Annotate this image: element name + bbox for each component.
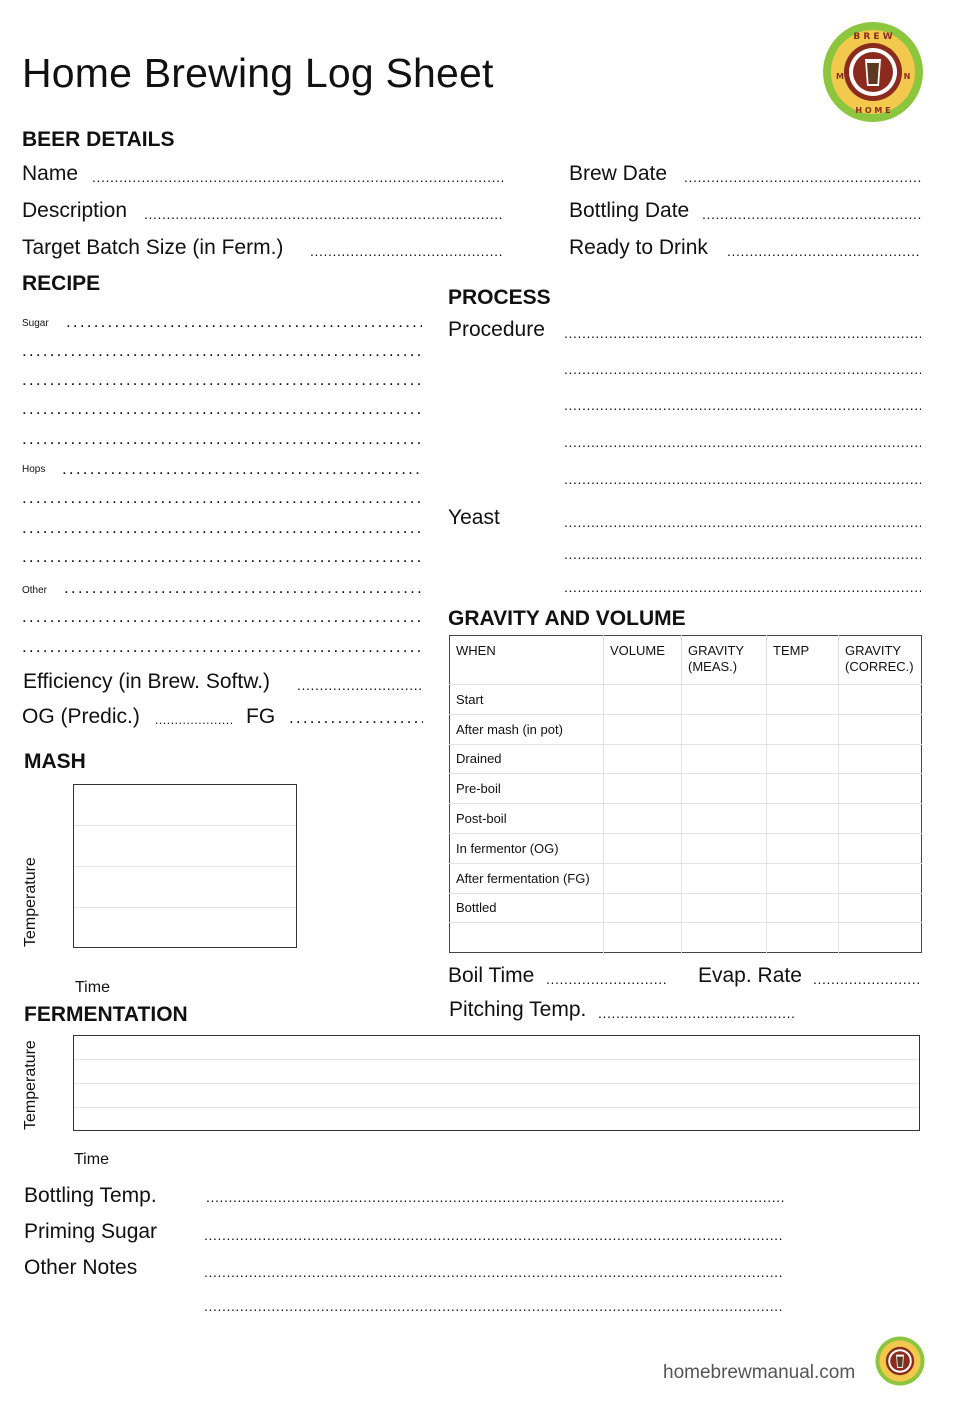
sugar-line-2[interactable]: [22, 340, 422, 362]
fg-field[interactable]: [289, 707, 423, 729]
fermentation-graph[interactable]: [73, 1035, 920, 1131]
table-row: [450, 863, 922, 893]
table-row: [450, 685, 922, 715]
svg-text:H O M E: H O M E: [855, 106, 891, 115]
priming-sugar-field[interactable]: [204, 1224, 782, 1246]
gravity-volume-table: [449, 635, 922, 953]
table-cell[interactable]: [767, 804, 839, 834]
table-cell[interactable]: [839, 804, 922, 834]
fermentation-y-label: Temperature: [22, 1040, 39, 1130]
table-cell[interactable]: [682, 714, 767, 744]
description-label: Description: [22, 199, 128, 222]
table-cell[interactable]: [767, 774, 839, 804]
table-cell[interactable]: [839, 833, 922, 863]
row-label: After mash (in pot): [450, 714, 604, 744]
table-cell[interactable]: [682, 833, 767, 863]
row-label: After fermentation (FG): [450, 863, 604, 893]
table-cell[interactable]: [604, 774, 682, 804]
svg-text:M: M: [836, 72, 844, 81]
yeast-line-2[interactable]: [564, 543, 921, 565]
hops-line-2[interactable]: [22, 487, 422, 509]
table-cell[interactable]: [767, 714, 839, 744]
row-label: Post-boil: [450, 804, 604, 834]
evap-rate-field[interactable]: [813, 968, 921, 990]
og-label: OG (Predic.): [22, 705, 140, 728]
table-cell[interactable]: [839, 774, 922, 804]
yeast-line-1[interactable]: [564, 511, 921, 533]
priming-sugar-label: Priming Sugar: [24, 1220, 158, 1243]
table-row: [450, 774, 922, 804]
svg-text:B R E W: B R E W: [853, 32, 893, 42]
mash-x-label: Time: [75, 979, 110, 996]
fermentation-x-label: Time: [74, 1151, 109, 1168]
bottling-date-label: Bottling Date: [569, 199, 690, 222]
hops-label: Hops: [22, 464, 46, 475]
boil-time-field[interactable]: [546, 968, 667, 990]
mash-heading: MASH: [24, 750, 86, 773]
page-title: Home Brewing Log Sheet: [22, 50, 494, 96]
table-cell[interactable]: [682, 744, 767, 774]
table-cell[interactable]: [839, 685, 922, 715]
procedure-line-1[interactable]: [564, 322, 921, 344]
other-line-3[interactable]: [22, 636, 422, 658]
table-cell[interactable]: [682, 923, 767, 953]
column-header: GRAVITY (CORREC.): [839, 636, 922, 685]
ready-to-drink-label: Ready to Drink: [569, 236, 708, 259]
footer-url[interactable]: homebrewmanual.com: [663, 1362, 856, 1383]
other-line-2[interactable]: [22, 606, 422, 628]
table-cell[interactable]: [839, 714, 922, 744]
efficiency-label: Efficiency (in Brew. Softw.): [23, 670, 271, 693]
table-cell[interactable]: [604, 685, 682, 715]
row-label: Bottled: [450, 893, 604, 923]
procedure-line-5[interactable]: [564, 468, 921, 490]
table-cell[interactable]: [767, 923, 839, 953]
other-notes-line-2[interactable]: [204, 1295, 782, 1317]
row-label: Drained: [450, 744, 604, 774]
yeast-line-3[interactable]: [564, 576, 921, 598]
table-cell[interactable]: [604, 714, 682, 744]
other-label: Other: [22, 585, 48, 596]
table-cell[interactable]: [839, 923, 922, 953]
brew-date-label: Brew Date: [569, 162, 668, 185]
evap-rate-label: Evap. Rate: [698, 964, 802, 987]
procedure-label: Procedure: [448, 318, 545, 341]
table-row: [450, 833, 922, 863]
table-cell[interactable]: [604, 923, 682, 953]
gravity-volume-heading: GRAVITY AND VOLUME: [448, 607, 686, 630]
sugar-line-5[interactable]: [22, 428, 422, 450]
table-row: [450, 804, 922, 834]
svg-text:N: N: [903, 72, 911, 81]
table-cell[interactable]: [839, 893, 922, 923]
ready-to-drink-field[interactable]: [727, 240, 921, 262]
home-brew-manual-logo: [822, 21, 924, 123]
table-cell[interactable]: [682, 893, 767, 923]
column-header: WHEN: [456, 643, 496, 658]
table-cell[interactable]: [767, 833, 839, 863]
row-label: [450, 923, 604, 953]
procedure-line-4[interactable]: [564, 431, 921, 453]
efficiency-field[interactable]: [297, 674, 423, 696]
bottling-temp-label: Bottling Temp.: [24, 1184, 157, 1207]
table-cell[interactable]: [604, 893, 682, 923]
pitching-temp-label: Pitching Temp.: [449, 998, 587, 1021]
name-label: Name: [22, 162, 79, 185]
other-notes-label: Other Notes: [24, 1256, 138, 1279]
yeast-label: Yeast: [448, 506, 500, 529]
column-header: TEMP: [767, 636, 839, 685]
table-cell[interactable]: [682, 804, 767, 834]
batch-size-label: Target Batch Size (in Ferm.): [22, 236, 284, 259]
table-cell[interactable]: [682, 685, 767, 715]
table-cell[interactable]: [767, 893, 839, 923]
boil-time-label: Boil Time: [448, 964, 535, 987]
bottling-temp-field[interactable]: [206, 1186, 784, 1208]
column-header: GRAVITY (MEAS.): [682, 636, 767, 685]
table-row: [450, 744, 922, 774]
pitching-temp-field[interactable]: [598, 1002, 794, 1024]
table-cell[interactable]: [604, 804, 682, 834]
table-cell[interactable]: [839, 863, 922, 893]
table-row: [450, 714, 922, 744]
row-label: Pre-boil: [450, 774, 604, 804]
og-field[interactable]: [155, 709, 234, 731]
sugar-line-4[interactable]: [22, 398, 422, 420]
mash-graph[interactable]: [73, 784, 297, 948]
batch-size-field[interactable]: [310, 240, 503, 262]
name-field[interactable]: [92, 166, 506, 188]
sugar-line-3[interactable]: [22, 369, 422, 391]
table-cell[interactable]: [682, 863, 767, 893]
description-field[interactable]: [144, 203, 502, 225]
process-heading: PROCESS: [448, 286, 551, 309]
footer-logo: [875, 1336, 925, 1386]
row-label: Start: [450, 685, 604, 715]
beer-details-heading: BEER DETAILS: [22, 128, 175, 151]
table-cell[interactable]: [604, 863, 682, 893]
hops-line-4[interactable]: [22, 546, 422, 568]
recipe-heading: RECIPE: [22, 272, 101, 295]
hops-line-1[interactable]: [62, 458, 422, 480]
other-line-1[interactable]: [64, 577, 422, 599]
fermentation-heading: FERMENTATION: [24, 1003, 188, 1026]
table-cell[interactable]: [604, 833, 682, 863]
other-notes-line-1[interactable]: [204, 1261, 782, 1283]
mash-y-label: Temperature: [22, 857, 39, 947]
table-cell[interactable]: [767, 744, 839, 774]
column-header: VOLUME: [604, 636, 682, 685]
table-row: [450, 923, 922, 953]
hops-line-3[interactable]: [22, 517, 422, 539]
table-cell[interactable]: [604, 744, 682, 774]
beer-glass-logo-icon: [875, 1336, 925, 1386]
table-cell[interactable]: [767, 863, 839, 893]
table-row: [450, 893, 922, 923]
bottling-date-field[interactable]: [702, 203, 921, 225]
table-cell[interactable]: [839, 744, 922, 774]
row-label: In fermentor (OG): [450, 833, 604, 863]
procedure-line-2[interactable]: [564, 358, 921, 380]
beer-glass-logo-icon: [822, 21, 924, 123]
brew-date-field[interactable]: [684, 166, 921, 188]
procedure-line-3[interactable]: [564, 394, 921, 416]
fg-label: FG: [246, 705, 276, 728]
sugar-label: Sugar: [22, 318, 49, 329]
sugar-line-1[interactable]: [66, 311, 422, 333]
table-cell[interactable]: [682, 774, 767, 804]
table-cell[interactable]: [767, 685, 839, 715]
